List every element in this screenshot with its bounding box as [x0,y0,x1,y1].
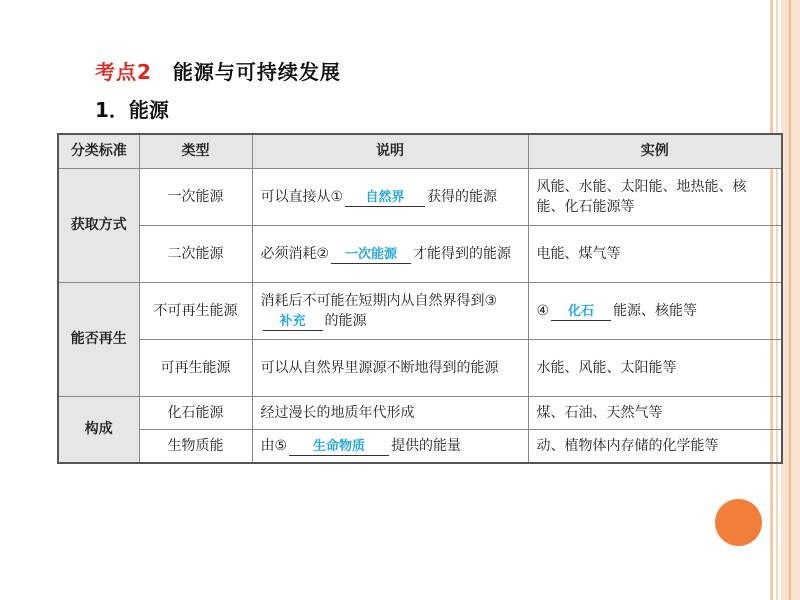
blank-number: ① [330,188,344,205]
header-cell: 分类标准 [58,134,139,168]
slide-title [95,56,341,85]
example-cell: 动、植物体内存储的化学能等 [528,429,782,463]
desc-cell: 经过漫长的地质年代形成 [252,396,528,429]
blank-number: ② [316,245,330,262]
desc-text: 必须消耗 [260,245,317,262]
blank-number: ④ [536,302,550,319]
type-cell: 不可再生能源 [139,282,252,339]
answer-blank: 化石 [551,304,611,321]
desc-text: 获得的能源 [427,188,498,205]
type-cell: 生物质能 [139,429,252,463]
type-cell: 一次能源 [139,168,252,225]
answer-blank: 一次能源 [331,247,411,264]
example-cell: 水能、风能、太阳能等 [528,339,782,396]
type-cell: 二次能源 [139,225,252,282]
desc-cell [252,429,528,463]
table-row [58,225,782,282]
desc-cell: 可以从自然界里源源不断地得到的能源 [252,339,528,396]
answer-blank: 补充 [263,314,323,331]
title-text: 能源与可持续发展 [151,60,341,84]
desc-cell [252,225,528,282]
answer-blank: 自然界 [345,190,425,207]
desc-text: 由 [260,437,275,454]
category-cell: 能否再生 [58,282,139,396]
desc-text: 才能得到的能源 [413,245,512,262]
table-row [58,282,782,339]
header-cell: 说明 [252,134,528,168]
category-cell: 构成 [58,396,139,463]
section-heading: 1．能源 [95,98,169,122]
energy-table [57,133,783,464]
header-cell: 实例 [528,134,782,168]
table-row [58,339,782,396]
table-row [58,396,782,429]
desc-cell [252,168,528,225]
example-cell [528,282,782,339]
decor-stripe [789,0,791,600]
desc-text: 的能源 [324,312,367,329]
answer-blank: 生命物质 [289,439,389,456]
type-cell: 化石能源 [139,396,252,429]
type-cell: 可再生能源 [139,339,252,396]
example-cell: 煤、石油、天然气等 [528,396,782,429]
table-row [58,168,782,225]
table-row [58,429,782,463]
desc-text: 可以直接从 [260,188,331,205]
example-text: 能源、核能等 [613,302,698,319]
header-cell: 类型 [139,134,252,168]
category-cell: 获取方式 [58,168,139,282]
desc-text: 提供的能量 [391,437,462,454]
example-cell: 风能、水能、太阳能、地热能、核能、化石能源等 [528,168,782,225]
blank-number: ⑤ [274,437,288,454]
title-prefix: 考点2 [95,60,152,84]
blank-number: ③ [484,292,498,309]
desc-text: 消耗后不可能在短期内从自然界得到 [260,292,485,309]
desc-cell [252,282,528,339]
example-cell: 电能、煤气等 [528,225,782,282]
decor-circle [715,499,762,546]
